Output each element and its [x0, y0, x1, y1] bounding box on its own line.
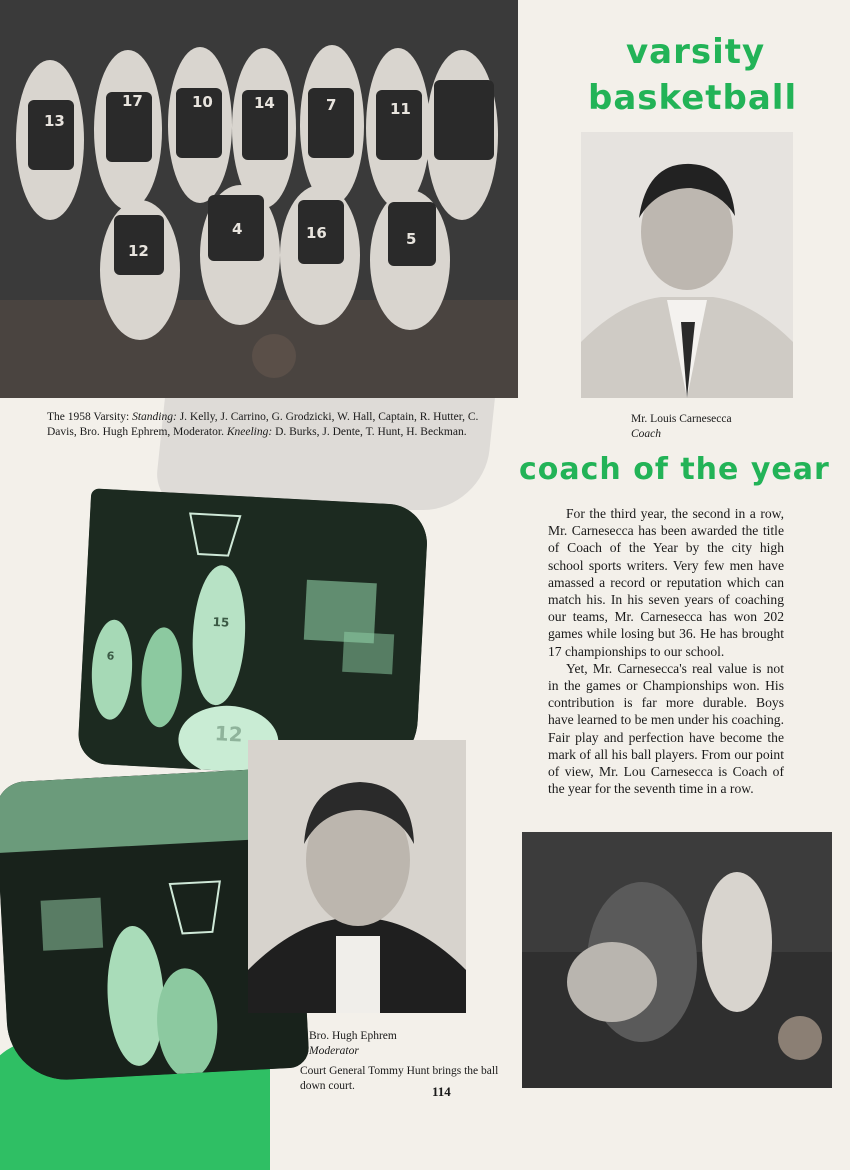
team-photo [0, 0, 518, 398]
moderator-caption [309, 1029, 397, 1059]
jersey-number: 12 [128, 242, 149, 260]
page-number: 114 [432, 1084, 451, 1099]
heading-varsity: varsity [626, 32, 766, 72]
moderator-role: Moderator [309, 1045, 359, 1057]
jersey-number: 7 [326, 96, 337, 114]
action-photo-shot [77, 488, 429, 780]
jersey-number: 11 [390, 100, 411, 118]
moderator-portrait [248, 740, 466, 1013]
section-title: coach of the year [519, 452, 830, 487]
moderator-name: Bro. Hugh Ephrem [309, 1030, 397, 1042]
jersey-number: 16 [306, 224, 327, 242]
article-paragraph: For the third year, the second in a row, Mr. Carnesecca has been awarded the title of Coach of the Year by the city high school sports writers. Very few men have amassed a record or reputation which can match his. In his seven years of coaching our teams, Mr. Carnesecca has won 202 games while losing but 36. He has brought 17 championships to our school. [548, 506, 784, 659]
action-photo-dribble [522, 832, 832, 1088]
jersey-number: 10 [192, 93, 213, 111]
article-body [548, 505, 784, 797]
jersey-number: 12 [214, 721, 244, 747]
coach-caption [631, 412, 732, 442]
jersey-number: 5 [406, 230, 417, 248]
jersey-number: 6 [106, 649, 115, 663]
article-paragraph: Yet, Mr. Carnesecca's real value is not in the games or Championships won. His contribution is far more durable. Boys have learned to be men under his coaching. Fair play and perfection have become the mark of all his ball players. From our point of view, Mr. Lou Carnesecca is Coach of the year for the seventh time in a row. [548, 660, 784, 797]
team-photo-caption: The 1958 Varsity: Standing: J. Kelly, J. Carrino, G. Grodzicki, W. Hall, Captain, R. Hutter, C. Davis, Bro. Hugh Ephrem, Moderator. Kneeling: D. Burks, J. Dente, T. Hunt, H. Beckman. [47, 411, 479, 438]
coach-portrait [581, 132, 793, 398]
gray-tint-shape [153, 380, 497, 510]
jersey-number: 4 [232, 220, 243, 238]
jersey-number: 13 [44, 112, 65, 130]
heading-basketball: basketball [588, 78, 798, 118]
jersey-number: 15 [212, 614, 230, 630]
dribble-caption: Court General Tommy Hunt brings the ball down court. [300, 1065, 499, 1092]
jersey-number: 17 [122, 92, 143, 110]
jersey-number: 14 [254, 94, 275, 112]
coach-name: Mr. Louis Carnesecca [631, 413, 732, 425]
coach-role: Coach [631, 428, 662, 440]
